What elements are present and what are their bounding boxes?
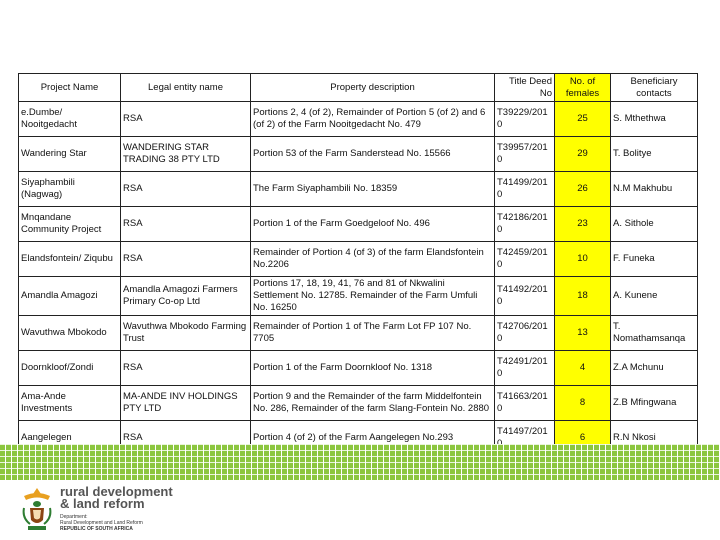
cell-project-name: Mnqandane Community Project: [19, 207, 121, 242]
dept-name: Rural Development and Land Reform: [60, 520, 143, 526]
cell-project-name: Wavuthwa Mbokodo: [19, 316, 121, 351]
cell-legal-entity: RSA: [121, 351, 251, 386]
table-row: [19, 102, 698, 137]
cell-legal-entity: MA-ANDE INV HOLDINGS PTY LTD: [121, 386, 251, 421]
department-branding: [60, 486, 173, 532]
cell-females: 23: [555, 207, 611, 242]
cell-contacts: T. Bolitye: [611, 137, 698, 172]
cell-females: 18: [555, 277, 611, 316]
cell-property-description: Remainder of Portion 1 of The Farm Lot FP 107 No. 7705: [251, 316, 495, 351]
cell-property-description: Portion 9 and the Remainder of the farm Middelfontein No. 286, Remainder of the farm Slang-Fontein No. 2880: [251, 386, 495, 421]
cell-property-description: Portion 1 of the Farm Goedgeloof No. 496: [251, 207, 495, 242]
table-row: [19, 242, 698, 277]
cell-females: 29: [555, 137, 611, 172]
cell-contacts: Z.B Mfingwana: [611, 386, 698, 421]
cell-females: 4: [555, 351, 611, 386]
cell-contacts: T. Nomathamsanqa: [611, 316, 698, 351]
cell-title-deed: T42706/2010: [495, 316, 555, 351]
cell-legal-entity: RSA: [121, 207, 251, 242]
header-legal-entity: Legal entity name: [121, 74, 251, 102]
cell-females: 13: [555, 316, 611, 351]
cell-project-name: Doornkloof/Zondi: [19, 351, 121, 386]
cell-contacts: F. Funeka: [611, 242, 698, 277]
cell-contacts: R.N Nkosi: [611, 421, 698, 456]
cell-legal-entity: RSA: [121, 421, 251, 456]
table-header-row: [19, 74, 698, 102]
header-project-name: Project Name: [19, 74, 121, 102]
cell-contacts: S. Mthethwa: [611, 102, 698, 137]
table-row: [19, 172, 698, 207]
cell-legal-entity: RSA: [121, 242, 251, 277]
cell-title-deed: T41499/2010: [495, 172, 555, 207]
cell-property-description: Portion 4 (of 2) of the Farm Aangelegen No.293: [251, 421, 495, 456]
cell-property-description: Remainder of Portion 4 (of 3) of the farm Elandsfontein No.2206: [251, 242, 495, 277]
cell-title-deed: T42459/2010: [495, 242, 555, 277]
cell-legal-entity: RSA: [121, 172, 251, 207]
table-row: [19, 386, 698, 421]
header-females: No. of females: [555, 74, 611, 102]
cell-females: 10: [555, 242, 611, 277]
cell-project-name: e.Dumbe/ Nooitgedacht: [19, 102, 121, 137]
coat-of-arms-icon: [18, 486, 56, 532]
cell-property-description: The Farm Siyaphambili No. 18359: [251, 172, 495, 207]
cell-title-deed: T41492/2010: [495, 277, 555, 316]
header-title-deed: Title Deed No: [495, 74, 555, 102]
header-contacts: Beneficiary contacts: [611, 74, 698, 102]
cell-title-deed: T39229/2010: [495, 102, 555, 137]
cell-title-deed: T42491/2010: [495, 351, 555, 386]
cell-contacts: Z.A Mchunu: [611, 351, 698, 386]
cell-project-name: Aangelegen: [19, 421, 121, 456]
cell-project-name: Ama-Ande Investments: [19, 386, 121, 421]
cell-property-description: Portions 2, 4 (of 2), Remainder of Portion 5 (of 2) and 6 (of 2) of the Farm Nooitgedacht No. 479: [251, 102, 495, 137]
cell-contacts: N.M Makhubu: [611, 172, 698, 207]
cell-legal-entity: Amandla Amagozi Farmers Primary Co-op Ltd: [121, 277, 251, 316]
table-row: [19, 207, 698, 242]
cell-project-name: Elandsfontein/ Ziqubu: [19, 242, 121, 277]
cell-title-deed: T39957/2010: [495, 137, 555, 172]
footer-stripe-overlay: [0, 444, 720, 480]
table-row: [19, 351, 698, 386]
table-row: [19, 137, 698, 172]
cell-property-description: Portion 1 of the Farm Doornkloof No. 1318: [251, 351, 495, 386]
cell-contacts: A. Sithole: [611, 207, 698, 242]
brand-title-line2: & land reform: [60, 496, 145, 511]
cell-project-name: Amandla Amagozi: [19, 277, 121, 316]
cell-females: 6: [555, 421, 611, 456]
dept-label: Department:: [60, 514, 88, 520]
cell-females: 26: [555, 172, 611, 207]
cell-females: 25: [555, 102, 611, 137]
brand-title-line1: rural development: [60, 484, 173, 499]
cell-title-deed: T41663/2010: [495, 386, 555, 421]
cell-legal-entity: RSA: [121, 102, 251, 137]
cell-title-deed: T42186/2010: [495, 207, 555, 242]
beneficiary-table: [18, 73, 698, 456]
header-property-description: Property description: [251, 74, 495, 102]
cell-property-description: Portion 53 of the Farm Sanderstead No. 15566: [251, 137, 495, 172]
cell-legal-entity: WANDERING STAR TRADING 38 PTY LTD: [121, 137, 251, 172]
country-name: REPUBLIC OF SOUTH AFRICA: [60, 526, 133, 532]
cell-contacts: A. Kunene: [611, 277, 698, 316]
cell-property-description: Portions 17, 18, 19, 41, 76 and 81 of Nkwalini Settlement No. 12785. Remainder of the Farm Umfuli No. 16250: [251, 277, 495, 316]
cell-project-name: Wandering Star: [19, 137, 121, 172]
cell-project-name: Siyaphambili (Nagwag): [19, 172, 121, 207]
table-row: [19, 316, 698, 351]
table-row: [19, 277, 698, 316]
cell-females: 8: [555, 386, 611, 421]
cell-legal-entity: Wavuthwa Mbokodo Farming Trust: [121, 316, 251, 351]
cell-title-deed: T41497/201: [495, 421, 555, 456]
